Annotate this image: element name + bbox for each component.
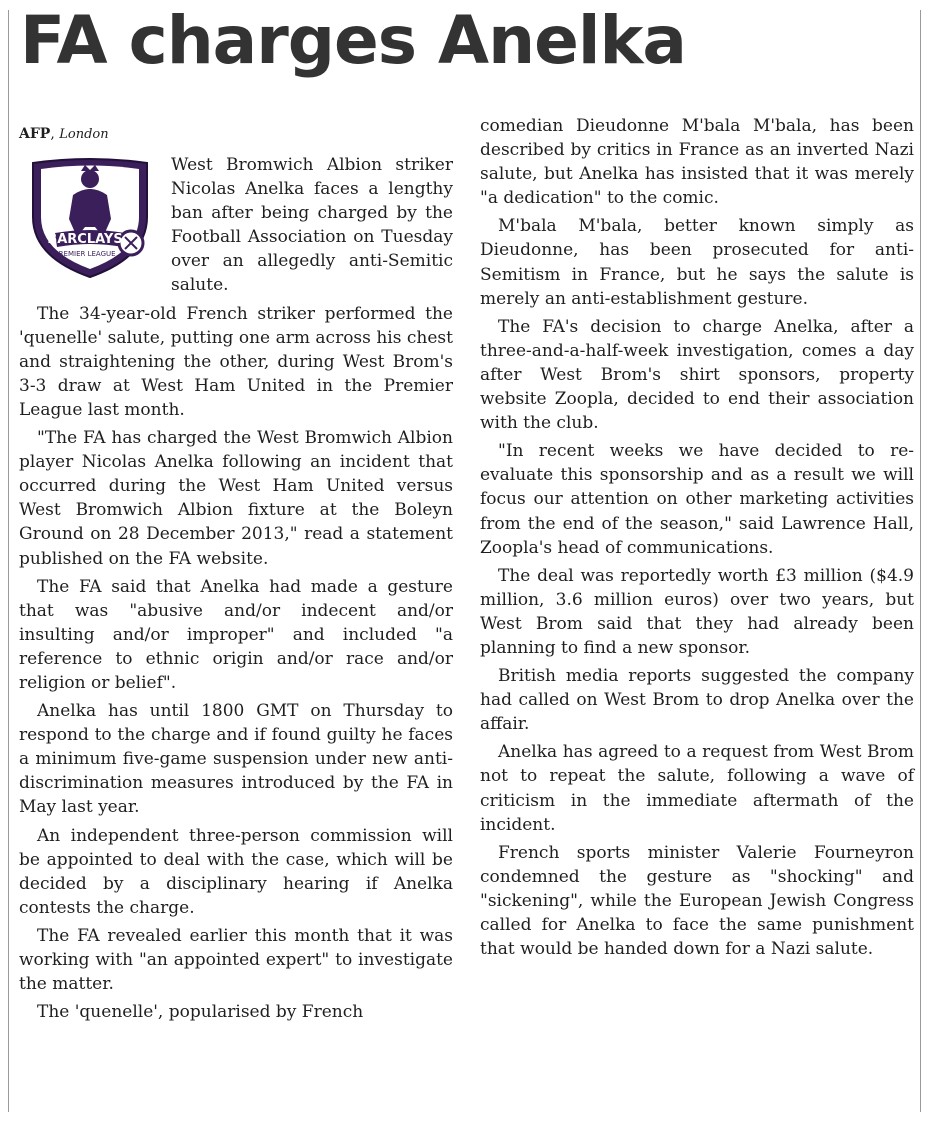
paragraph: The FA said that Anelka had made a gesture that was "abusive and/or indecent and/or insulting and/or improper" and included "a reference to ethnic origin and/or race and/or religion or belief".	[19, 576, 453, 693]
article-column-1	[19, 124, 453, 1028]
paragraph: Anelka has until 1800 GMT on Thursday to respond to the charge and if found guilty he faces a minimum five-game suspension under new anti-discrimination measures introduced by the FA in May last year.	[19, 701, 453, 818]
paragraph: The deal was reportedly worth £3 million ($4.9 million, 3.6 million euros) over two years, but West Brom said that they had already been planning to find a new sponsor.	[480, 565, 914, 658]
byline	[19, 124, 453, 145]
logo-text-premier-league: PREMIER LEAGUE	[54, 250, 116, 258]
premier-league-logo	[19, 157, 161, 281]
byline-separator: ,	[50, 126, 60, 142]
paragraph: The 'quenelle', popularised by French	[37, 1002, 364, 1023]
crown-icon	[81, 170, 99, 188]
byline-agency: AFP	[19, 126, 51, 142]
paragraph: "The FA has charged the West Bromwich Albion player Nicolas Anelka following an incident that occurred during the West Ham United versus West Bromwich Albion fixture at the Boleyn Ground on 28 December 2013," read a statement published on the FA website.	[19, 428, 453, 569]
paragraph: M'bala M'bala, better known simply as Dieudonne, has been prosecuted for anti-Semitism in France, but he says the salute is merely an anti-establishment gesture.	[480, 216, 914, 309]
paragraph: An independent three-person commission will be appointed to deal with the case, which will be decided by a disciplinary hearing if Anelka contests the charge.	[19, 825, 453, 918]
paragraph: "In recent weeks we have decided to re-evaluate this sponsorship and as a result we will focus our attention on other marketing activities from the end of the season," said Lawrence Hall, Zoopla's head of communications.	[480, 441, 914, 558]
byline-location: London	[59, 127, 109, 142]
article-column-2	[480, 114, 914, 965]
paragraph: The FA revealed earlier this month that it was working with "an appointed expert" to investigate the matter.	[19, 925, 453, 995]
left-column-rule	[8, 10, 9, 1112]
paragraph: French sports minister Valerie Fourneyron condemned the gesture as "shocking" and "sickening", while the European Jewish Congress called for Anelka to face the same punishment that would be handed down for a Nazi salute.	[480, 842, 914, 960]
paragraph: The FA's decision to charge Anelka, after a three-and-a-half-week investigation, comes a day after West Brom's shirt sponsors, property website Zoopla, decided to end their association with the club.	[480, 316, 914, 434]
right-column-rule	[920, 10, 921, 1112]
logo-text-barclays: BARCLAYS	[47, 232, 123, 247]
paragraph: British media reports suggested the company had called on West Brom to drop Anelka over the affair.	[480, 666, 914, 735]
paragraph: West Bromwich Albion striker Nicolas Anelka faces a lengthy ban after being charged by the Football Association on Tuesday over an allegedly anti-Semitic salute.	[171, 155, 453, 296]
paragraph: The 34-year-old French striker performed the 'quenelle' salute, putting one arm across his chest and straightening the other, during West Brom's 3-3 draw at West Ham United in the Premier League last month.	[19, 303, 453, 420]
headline: FA charges Anelka	[20, 2, 686, 79]
paragraph: comedian Dieudonne M'bala M'bala, has been described by critics in France as an inverted Nazi salute, but Anelka has insisted that it was merely "a dedication" to the comic.	[480, 116, 914, 209]
paragraph: Anelka has agreed to a request from West Brom not to repeat the salute, following a wave of criticism in the immediate aftermath of the incident.	[480, 742, 914, 835]
